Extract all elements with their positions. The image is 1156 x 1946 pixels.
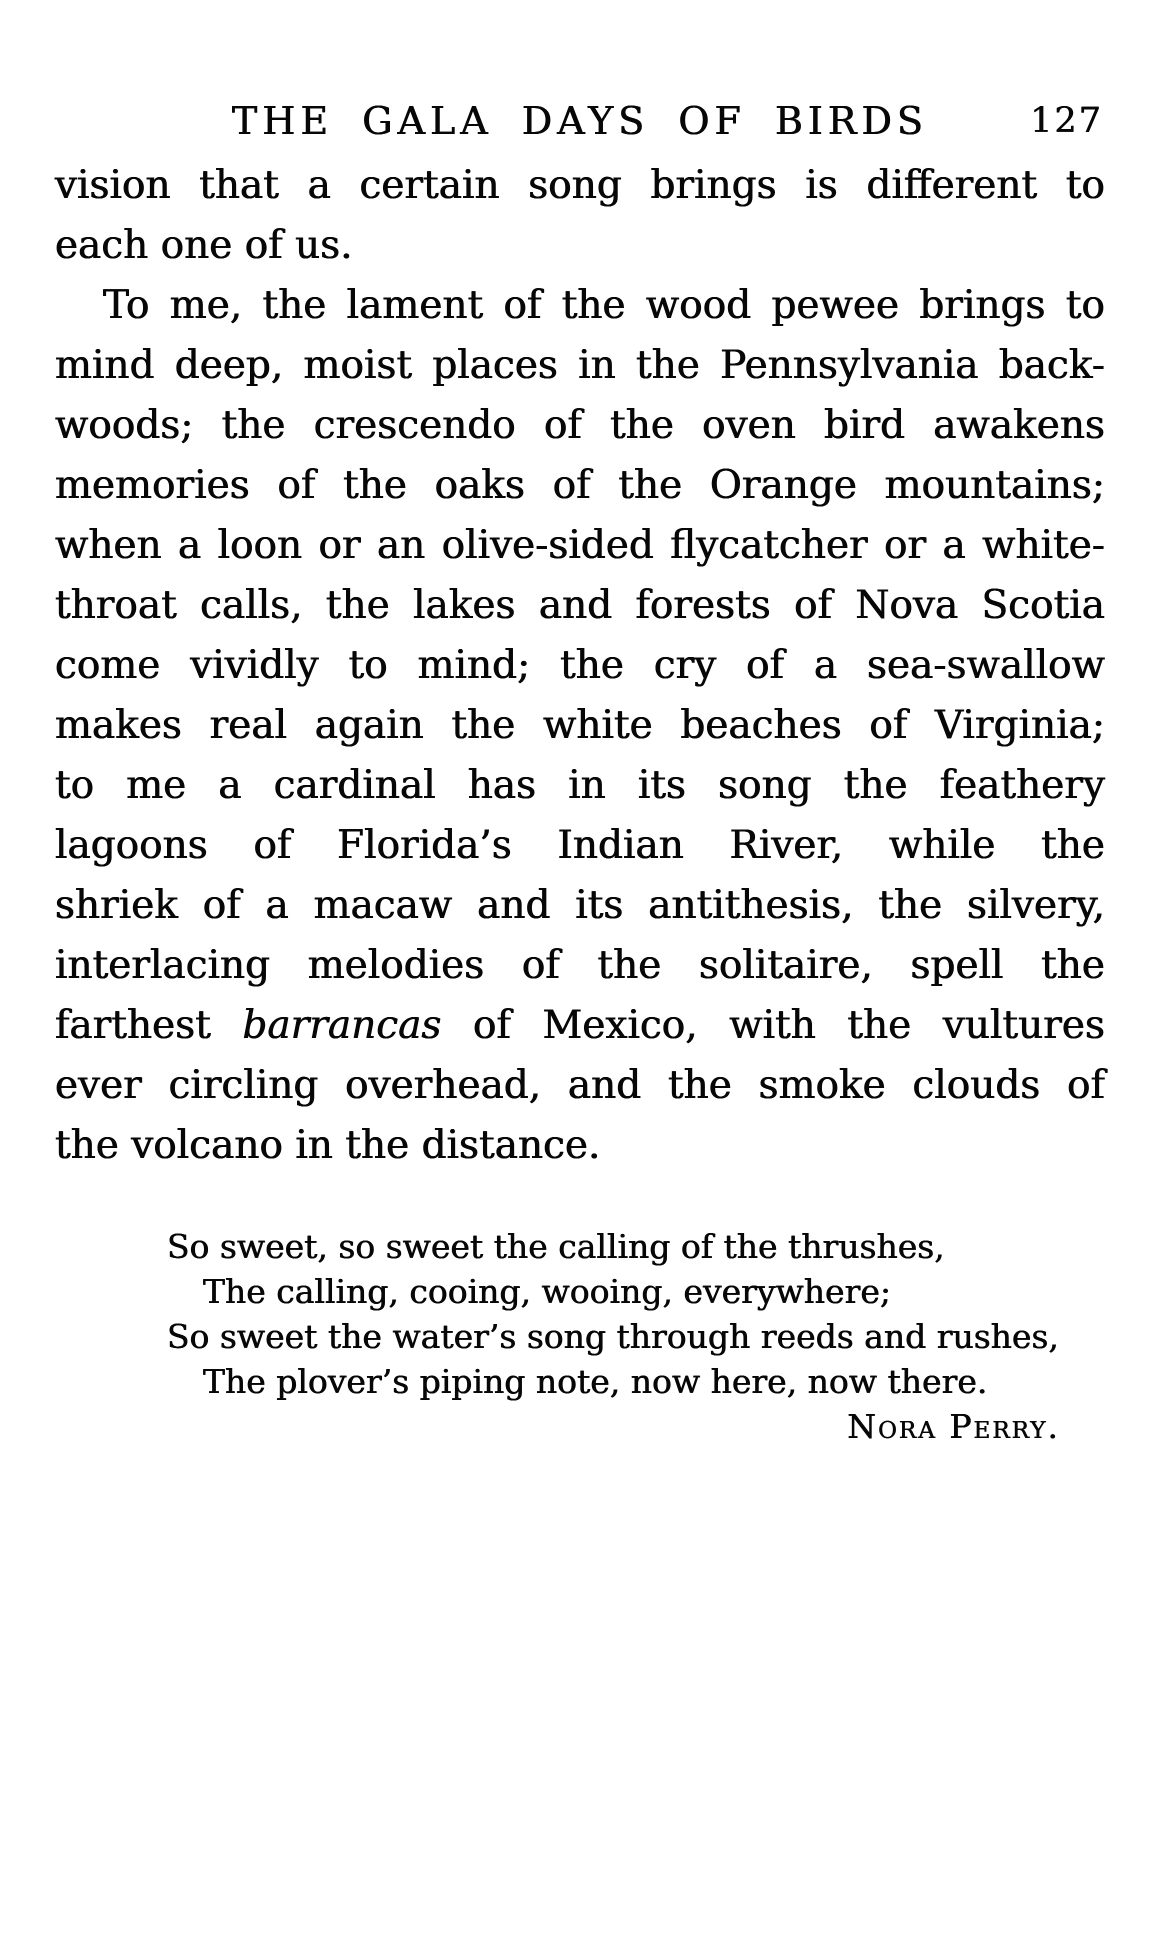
body-line: memories of the oaks of the Orange mountains; xyxy=(55,463,1105,508)
body-line: to me a cardinal has in its song the feathery xyxy=(55,763,1105,808)
body-line: shriek of a macaw and its antithesis, the silvery, xyxy=(55,883,1105,928)
body-line-paragraph-end: each one of us. xyxy=(55,223,353,268)
chapter-title: THE GALA DAYS OF BIRDS xyxy=(231,99,929,143)
body-line-paragraph-start: To me, the lament of the wood pewee brings to xyxy=(103,283,1105,328)
poem-line: So sweet, so sweet the calling of the thrushes, xyxy=(167,1227,945,1266)
body-line-paragraph-end: the volcano in the distance. xyxy=(55,1123,601,1168)
body-line: mind deep, moist places in the Pennsylvania back- xyxy=(55,343,1105,388)
body-text-segment: of Mexico, with the vultures xyxy=(441,1003,1105,1048)
body-line: makes real again the white beaches of Virginia; xyxy=(55,703,1105,748)
poem-line: The plover’s piping note, now here, now there. xyxy=(203,1362,988,1401)
body-line: woods; the crescendo of the oven bird awakens xyxy=(55,403,1105,448)
page-number: 127 xyxy=(1030,101,1103,141)
body-line: when a loon or an olive-sided flycatcher or a white- xyxy=(55,523,1105,568)
body-line: lagoons of Florida’s Indian River, while the xyxy=(55,823,1105,868)
body-line: come vividly to mind; the cry of a sea-swallow xyxy=(55,643,1105,688)
body-line: ever circling overhead, and the smoke clouds of xyxy=(55,1063,1105,1108)
poem-line: So sweet the water’s song through reeds and rushes, xyxy=(167,1317,1059,1356)
running-head xyxy=(55,100,1105,142)
poem-block xyxy=(167,1224,1107,1404)
body-text xyxy=(55,156,1105,1176)
body-line: throat calls, the lakes and forests of Nova Scotia xyxy=(55,583,1105,628)
body-line-with-italic xyxy=(55,996,1105,1056)
body-line: interlacing melodies of the solitaire, spell the xyxy=(55,943,1105,988)
italic-word: barrancas xyxy=(242,1003,442,1048)
body-line: vision that a certain song brings is different to xyxy=(55,163,1105,208)
poem-line: The calling, cooing, wooing, everywhere; xyxy=(203,1272,892,1311)
body-text-segment: farthest xyxy=(55,1003,243,1048)
poem-attribution: Nora Perry. xyxy=(847,1407,1060,1446)
